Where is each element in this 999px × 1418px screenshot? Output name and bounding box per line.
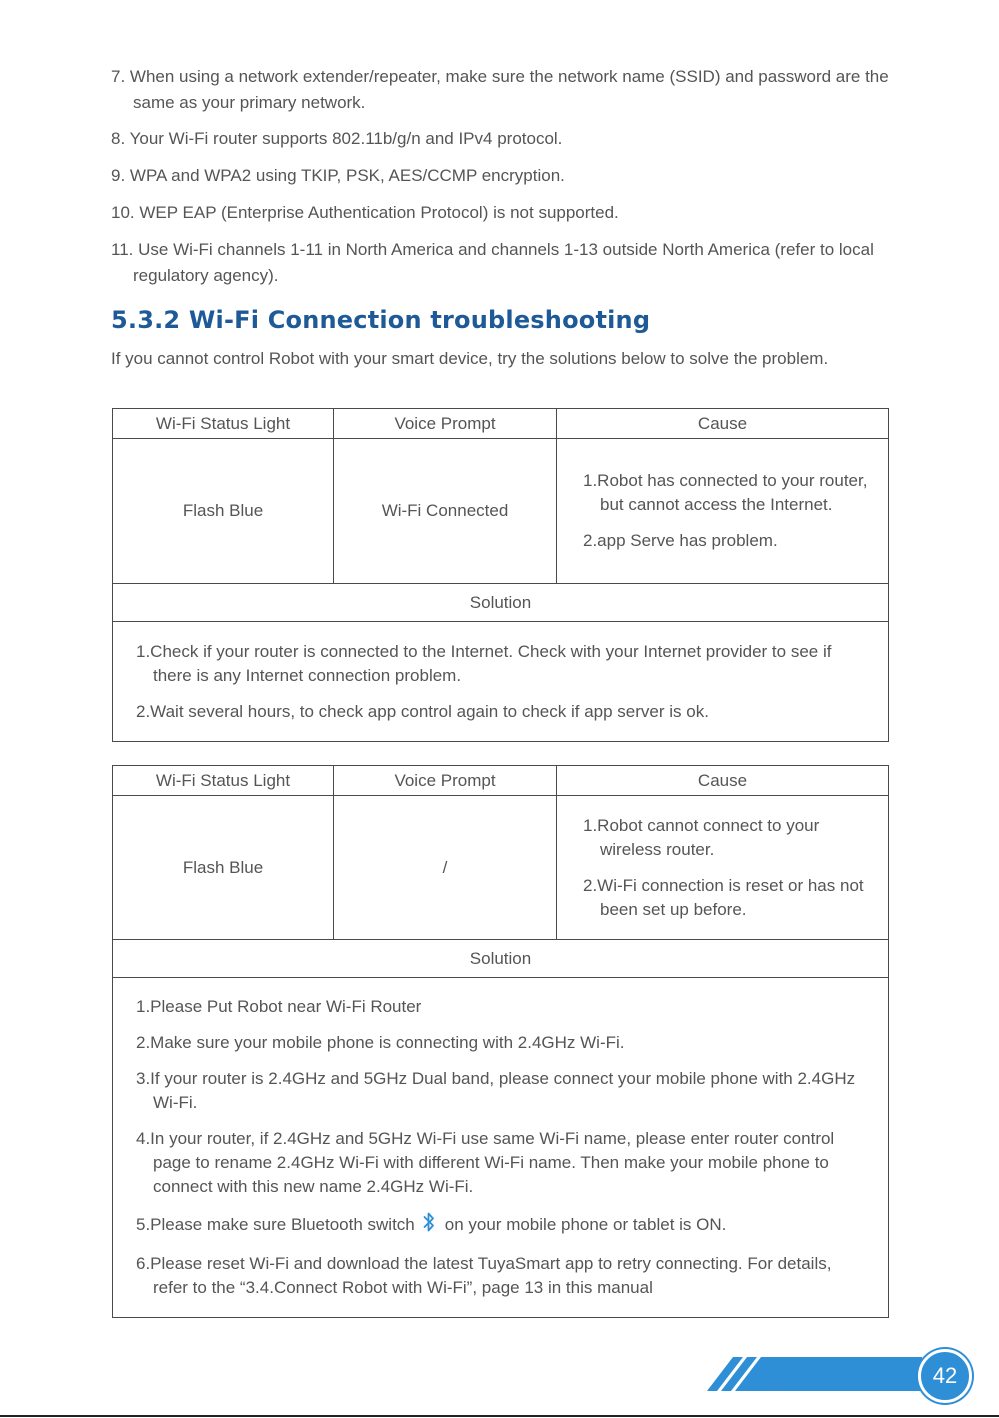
list-item-8 [111, 126, 893, 152]
cause-item: 1.Robot has connected to your router, but cannot access the Internet. [583, 471, 868, 514]
solution-bt-before: 5.Please make sure Bluetooth switch [136, 1214, 415, 1234]
list-number: 7. [111, 67, 126, 86]
voice-prompt-value: Wi-Fi Connected [334, 439, 557, 584]
solution-item-bluetooth [136, 1211, 866, 1240]
bottom-rule [0, 1415, 999, 1417]
solution-item: 2.Make sure your mobile phone is connecting with 2.4GHz Wi-Fi. [136, 1033, 625, 1052]
header-cause: Cause [557, 409, 889, 439]
status-light-value: Flash Blue [113, 796, 334, 940]
solution-item: 4.In your router, if 2.4GHz and 5GHz Wi-Fi use same Wi-Fi name, please enter router control page to rename 2.4GHz Wi-Fi with different Wi-Fi name. Then make your mobile phone to connect with this new name 2.4GHz Wi-Fi. [136, 1129, 835, 1196]
section-intro: If you cannot control Robot with your smart device, try the solutions below to solve the problem. [111, 349, 829, 368]
table-header-row [113, 766, 889, 796]
page-number: 42 [918, 1349, 972, 1403]
bluetooth-icon [423, 1211, 435, 1240]
support-email: support.us@tikom.cc [762, 1366, 903, 1383]
list-item-11 [111, 237, 893, 289]
solution-bt-after: on your mobile phone or tablet is ON. [444, 1214, 727, 1234]
list-number: 8. [111, 129, 126, 148]
cause-item: 1.Robot cannot connect to your wireless router. [583, 815, 820, 859]
list-item-10 [111, 200, 893, 226]
solution-item: 3.If your router is 2.4GHz and 5GHz Dual band, please connect your mobile phone with 2.4GHz Wi-Fi. [136, 1069, 856, 1112]
solution-label: Solution [113, 940, 889, 978]
solution-label: Solution [113, 584, 889, 622]
list-number: 9. [111, 166, 126, 185]
solution-item: 1.Please Put Robot near Wi-Fi Router [136, 997, 422, 1016]
cause-cell [557, 796, 889, 940]
list-text: Use Wi-Fi channels 1-11 in North America and channels 1-13 outside North America (refer to local regulatory agency). [133, 240, 874, 285]
solution-cell [113, 978, 889, 1318]
table-header-row [113, 409, 889, 439]
list-text: WPA and WPA2 using TKIP, PSK, AES/CCMP encryption. [129, 166, 565, 185]
solution-item: 2.Wait several hours, to check app control again to check if app server is ok. [136, 701, 709, 721]
table-row [113, 439, 889, 584]
header-status-light: Wi-Fi Status Light [113, 409, 334, 439]
solution-header-row [113, 940, 889, 978]
solution-cell [113, 622, 889, 742]
list-item-7 [111, 64, 893, 116]
solution-row [113, 622, 889, 742]
list-item-9 [111, 163, 893, 189]
troubleshooting-table-2 [112, 765, 889, 1318]
solution-row [113, 978, 889, 1318]
list-number: 11. [111, 240, 134, 259]
header-voice-prompt: Voice Prompt [334, 766, 557, 796]
header-status-light: Wi-Fi Status Light [113, 766, 334, 796]
cause-item: 2.Wi-Fi connection is reset or has not been set up before. [583, 875, 864, 919]
solution-item: 1.Check if your router is connected to the Internet. Check with your Internet provider to see if there is any Internet connection problem. [136, 641, 832, 685]
cause-item: 2.app Serve has problem. [583, 531, 778, 550]
list-text: Your Wi-Fi router supports 802.11b/g/n and IPv4 protocol. [129, 129, 563, 148]
troubleshooting-table-1 [112, 408, 889, 742]
section-heading: 5.3.2 Wi-Fi Connection troubleshooting [111, 306, 651, 334]
list-number: 10. [111, 203, 135, 222]
cause-cell [557, 439, 889, 584]
voice-prompt-value: / [334, 796, 557, 940]
status-light-value: Flash Blue [113, 439, 334, 584]
solution-item: 6.Please reset Wi-Fi and download the latest TuyaSmart app to retry connecting. For details, refer to the “3.4.Connect Robot with Wi-Fi”, page 13 in this manual [136, 1254, 832, 1297]
header-voice-prompt: Voice Prompt [334, 409, 557, 439]
table-row [113, 796, 889, 940]
header-cause: Cause [557, 766, 889, 796]
list-text: WEP EAP (Enterprise Authentication Protocol) is not supported. [139, 203, 619, 222]
list-text: When using a network extender/repeater, make sure the network name (SSID) and password are the same as your primary network. [129, 67, 889, 112]
solution-header-row [113, 584, 889, 622]
